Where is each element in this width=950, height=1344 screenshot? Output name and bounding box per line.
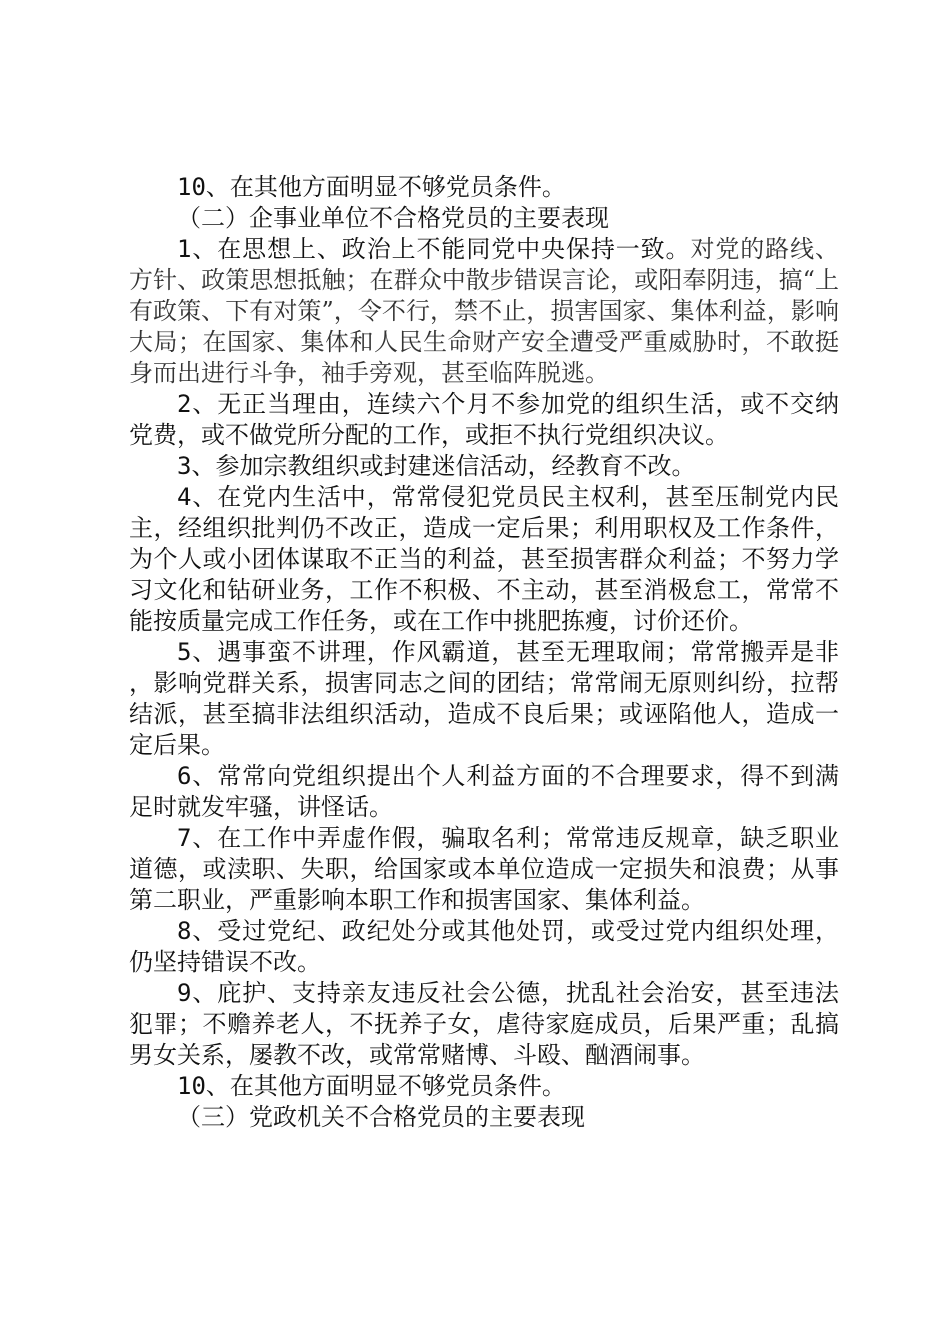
- section-heading-3: （三）党政机关不合格党员的主要表现: [177, 1103, 585, 1131]
- paragraph-item-2: 2、无正当理由，连续六个月不参加党的组织生活，或不交纳党费，或不做党所分配的工作，或拒不执行党组织决议。: [129, 390, 839, 449]
- document-body: [129, 172, 839, 1133]
- paragraph-item-1: [129, 234, 839, 389]
- paragraph-item-3: 3、参加宗教组织或封建迷信活动，经教育不改。: [177, 452, 696, 480]
- paragraph-item-1-rest: 对党的路线、方针、政策思想抵触；在群众中散步错误言论，或阳奉阴违，搞“上有政策、下有对策”，令不行，禁不止，损害国家、集体利益，影响大局；在国家、集体和人民生命财产安全遭受严重威胁时，不敢挺身而出进行斗争，袖手旁观，甚至临阵脱逃。: [129, 235, 839, 387]
- paragraph-item-7: 7、在工作中弄虚作假，骗取名利；常常违反规章，缺乏职业道德，或渎职、失职，给国家或本单位造成一定损失和浪费；从事第二职业，严重影响本职工作和损害国家、集体利益。: [129, 824, 839, 914]
- paragraph-item-8: 8、受过党纪、政纪处分或其他处罚，或受过党内组织处理，仍坚持错误不改。: [129, 917, 839, 976]
- paragraph-item-9: 9、庇护、支持亲友违反社会公德，扰乱社会治安，甚至违法犯罪；不赡养老人，不抚养子女，虐待家庭成员，后果严重；乱搞男女关系，屡教不改，或常常赌博、斗殴、酗酒闹事。: [129, 979, 839, 1069]
- paragraph-prev-item-10: 10、在其他方面明显不够党员条件。: [177, 173, 566, 201]
- paragraph-item-10: 10、在其他方面明显不够党员条件。: [177, 1072, 566, 1100]
- section-heading-2: （二）企事业单位不合格党员的主要表现: [177, 204, 609, 232]
- paragraph-item-1-lead: 1、在思想上、政治上不能同党中央保持一致。: [177, 235, 691, 263]
- paragraph-item-5: 5、遇事蛮不讲理，作风霸道，甚至无理取闹；常常搬弄是非，影响党群关系，损害同志之间的团结；常常闹无原则纠纷，拉帮结派，甚至搞非法组织活动，造成不良后果；或诬陷他人，造成一定后果。: [129, 638, 839, 759]
- paragraph-item-6: 6、常常向党组织提出个人利益方面的不合理要求，得不到满足时就发牢骚，讲怪话。: [129, 762, 839, 821]
- paragraph-item-4: 4、在党内生活中，常常侵犯党员民主权利，甚至压制党内民主，经组织批判仍不改正，造成一定后果；利用职权及工作条件，为个人或小团体谋取不正当的利益，甚至损害群众利益；不努力学习文化和钻研业务，工作不积极、不主动，甚至消极怠工，常常不能按质量完成工作任务，或在工作中挑肥拣瘦，讨价还价。: [129, 483, 839, 635]
